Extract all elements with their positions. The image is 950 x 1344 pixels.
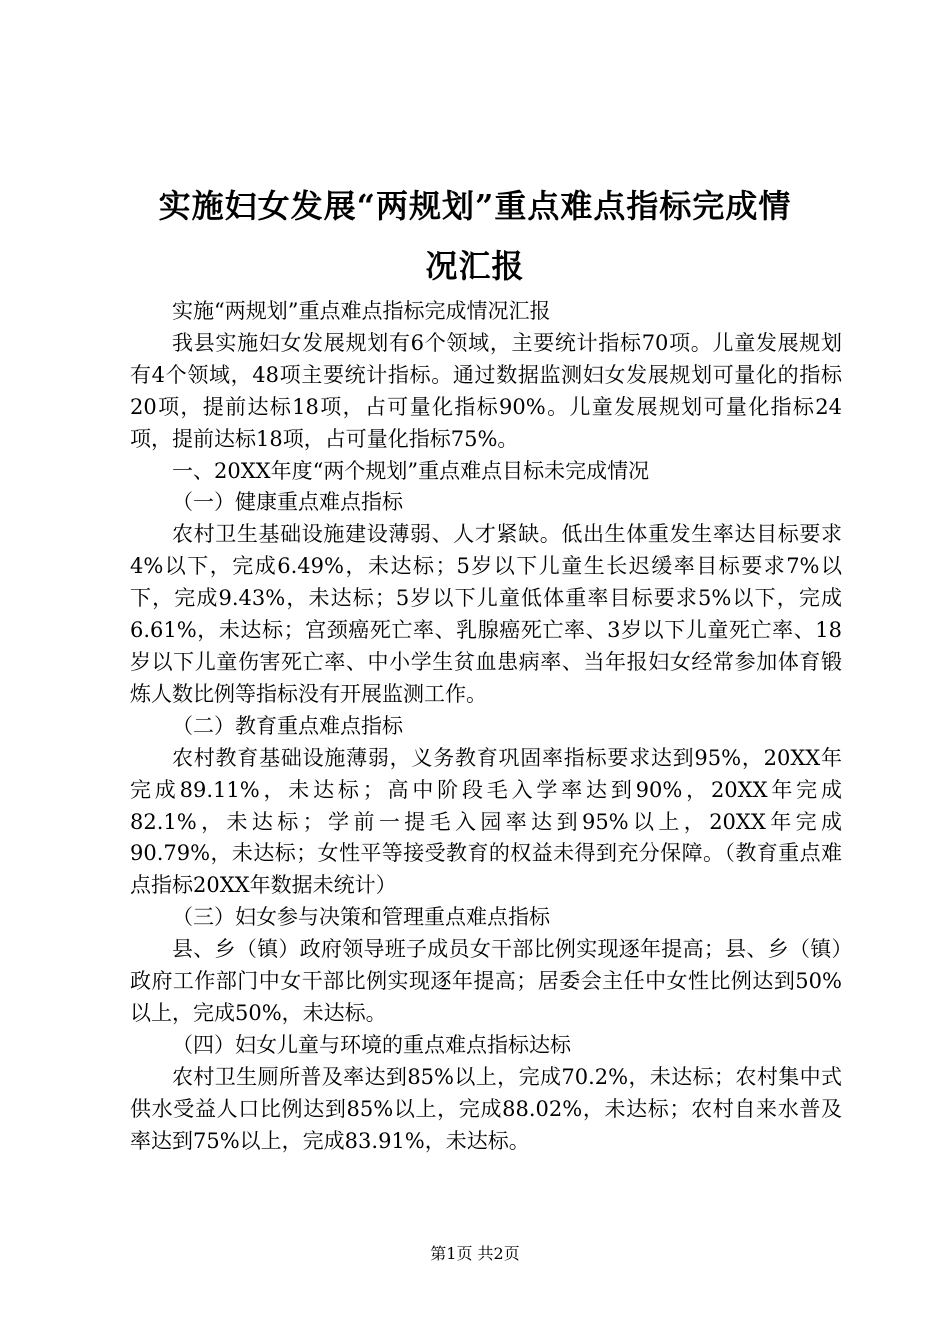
document-title-line-1: 实施妇女发展“两规划”重点难点指标完成情 <box>158 187 792 225</box>
education-paragraph: 农村教育基础设施薄弱，义务教育巩固率指标要求达到95%，20XX年完成89.11%，未达标；高中阶段毛入学率达到90%，20XX年完成82.1%，未达标；学前一提毛入园率达到95%以上，20XX年完成90.79%，未达标；女性平等接受教育的权益未得到充分保障。（教育重点难点指标20XX年数据未统计） <box>130 745 842 898</box>
subtitle-paragraph: 实施“两规划”重点难点指标完成情况汇报 <box>172 299 551 323</box>
decision-paragraph: 县、乡（镇）政府领导班子成员女干部比例实现逐年提高；县、乡（镇）政府工作部门中女干部比例实现逐年提高；居委会主任中女性比例达到50%以上，完成50%，未达标。 <box>130 937 842 1025</box>
subsection-heading-environment: （四）妇女儿童与环境的重点难点指标达标 <box>172 1032 571 1057</box>
document-title-line-2: 况汇报 <box>425 247 525 285</box>
document-body <box>130 296 842 1157</box>
health-paragraph: 农村卫生基础设施建设薄弱、人才紧缺。低出生体重发生率达目标要求4%以下，完成6.49%，未达标；5岁以下儿童生长迟缓率目标要求7%以下，完成9.43%，未达标；5岁以下儿童低体重率目标要求5%以下，完成6.61%，未达标；宫颈癌死亡率、乳腺癌死亡率、3岁以下儿童死亡率、18岁以下儿童伤害死亡率、中小学生贫血患病率、当年报妇女经常参加体育锻炼人数比例等指标没有开展监测工作。 <box>130 522 842 706</box>
overview-paragraph: 我县实施妇女发展规划有6个领域，主要统计指标70项。儿童发展规划有4个领域，48项主要统计指标。通过数据监测妇女发展规划可量化的指标20项，提前达标18项，占可量化指标90%。儿童发展规划可量化指标24项，提前达标18项，占可量化指标75%。 <box>130 330 842 451</box>
section-heading: 一、20XX年度“两个规划”重点难点目标未完成情况 <box>172 458 650 483</box>
subsection-heading-decision: （三）妇女参与决策和管理重点难点指标 <box>172 905 550 930</box>
subsection-heading-health: （一）健康重点难点指标 <box>172 490 403 515</box>
page-footer: 第1页 共2页 <box>430 1244 520 1263</box>
subsection-heading-education: （二）教育重点难点指标 <box>172 713 403 738</box>
environment-paragraph: 农村卫生厕所普及率达到85%以上，完成70.2%，未达标；农村集中式供水受益人口比例达到85%以上，完成88.02%，未达标；农村自来水普及率达到75%以上，完成83.91%，未达标。 <box>130 1064 842 1153</box>
